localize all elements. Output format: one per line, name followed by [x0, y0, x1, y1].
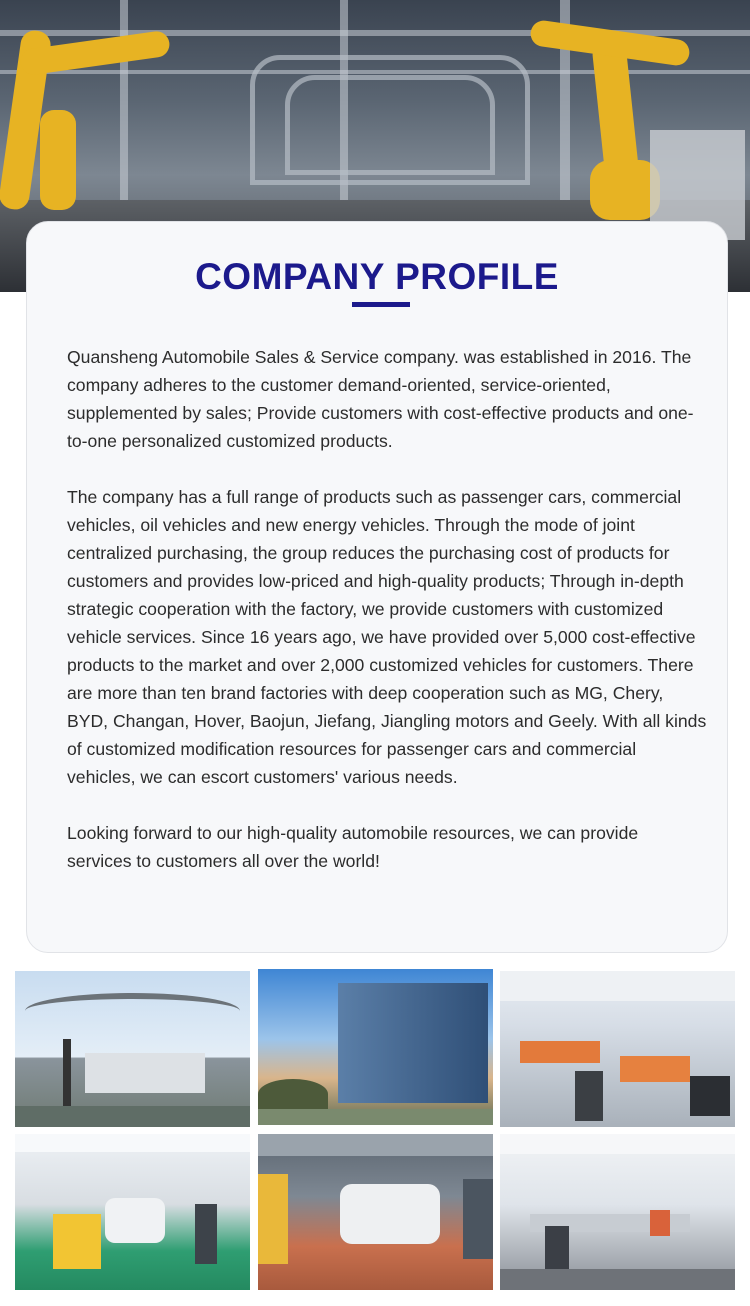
photo-gallery: [15, 969, 735, 1294]
profile-paragraph: Looking forward to our high-quality automobile resources, we can provide services to customers all over the world!: [67, 823, 639, 871]
title-underline: [352, 302, 410, 307]
profile-paragraph: The company has a full range of products such as passenger cars, commercial vehicles, oil vehicles and new energy vehicles. Through the mode of joint centralized purchasing, the group reduces the purchasing cost of products for customers and provides low-priced and high-quality products; Through in-depth strategic cooperation with the factory, we provide customers with customized vehicle services. Since 16 years ago, we have provided over 5,000 cost-effective products to the market and over 2,000 customized vehicles for customers. There are more than ten brand factories with deep cooperation such as MG, Chery, BYD, Changan, Hover, Baojun, Jiefang, Jiangling motors and Geely. With all kinds of customized modification resources for passenger cars and commercial vehicles, we can escort customers' various needs.: [67, 487, 707, 787]
entrance-gate-photo: [15, 971, 250, 1127]
open-office-photo: [500, 971, 735, 1127]
page-title: COMPANY PROFILE: [195, 256, 559, 297]
vehicle-inspection-photo: [15, 1134, 250, 1290]
assembly-workshop-photo: [258, 1134, 493, 1290]
office-building-photo: [258, 969, 493, 1125]
profile-paragraph: Quansheng Automobile Sales & Service company. was established in 2016. The company adheres to the customer demand-oriented, service-oriented, supplemented by sales; Provide customers with cost-effective products and one-to-one personalized customized products.: [67, 347, 694, 451]
company-profile-card: [26, 221, 728, 953]
profile-text: [67, 343, 707, 903]
office-workstations-photo: [500, 1134, 735, 1290]
